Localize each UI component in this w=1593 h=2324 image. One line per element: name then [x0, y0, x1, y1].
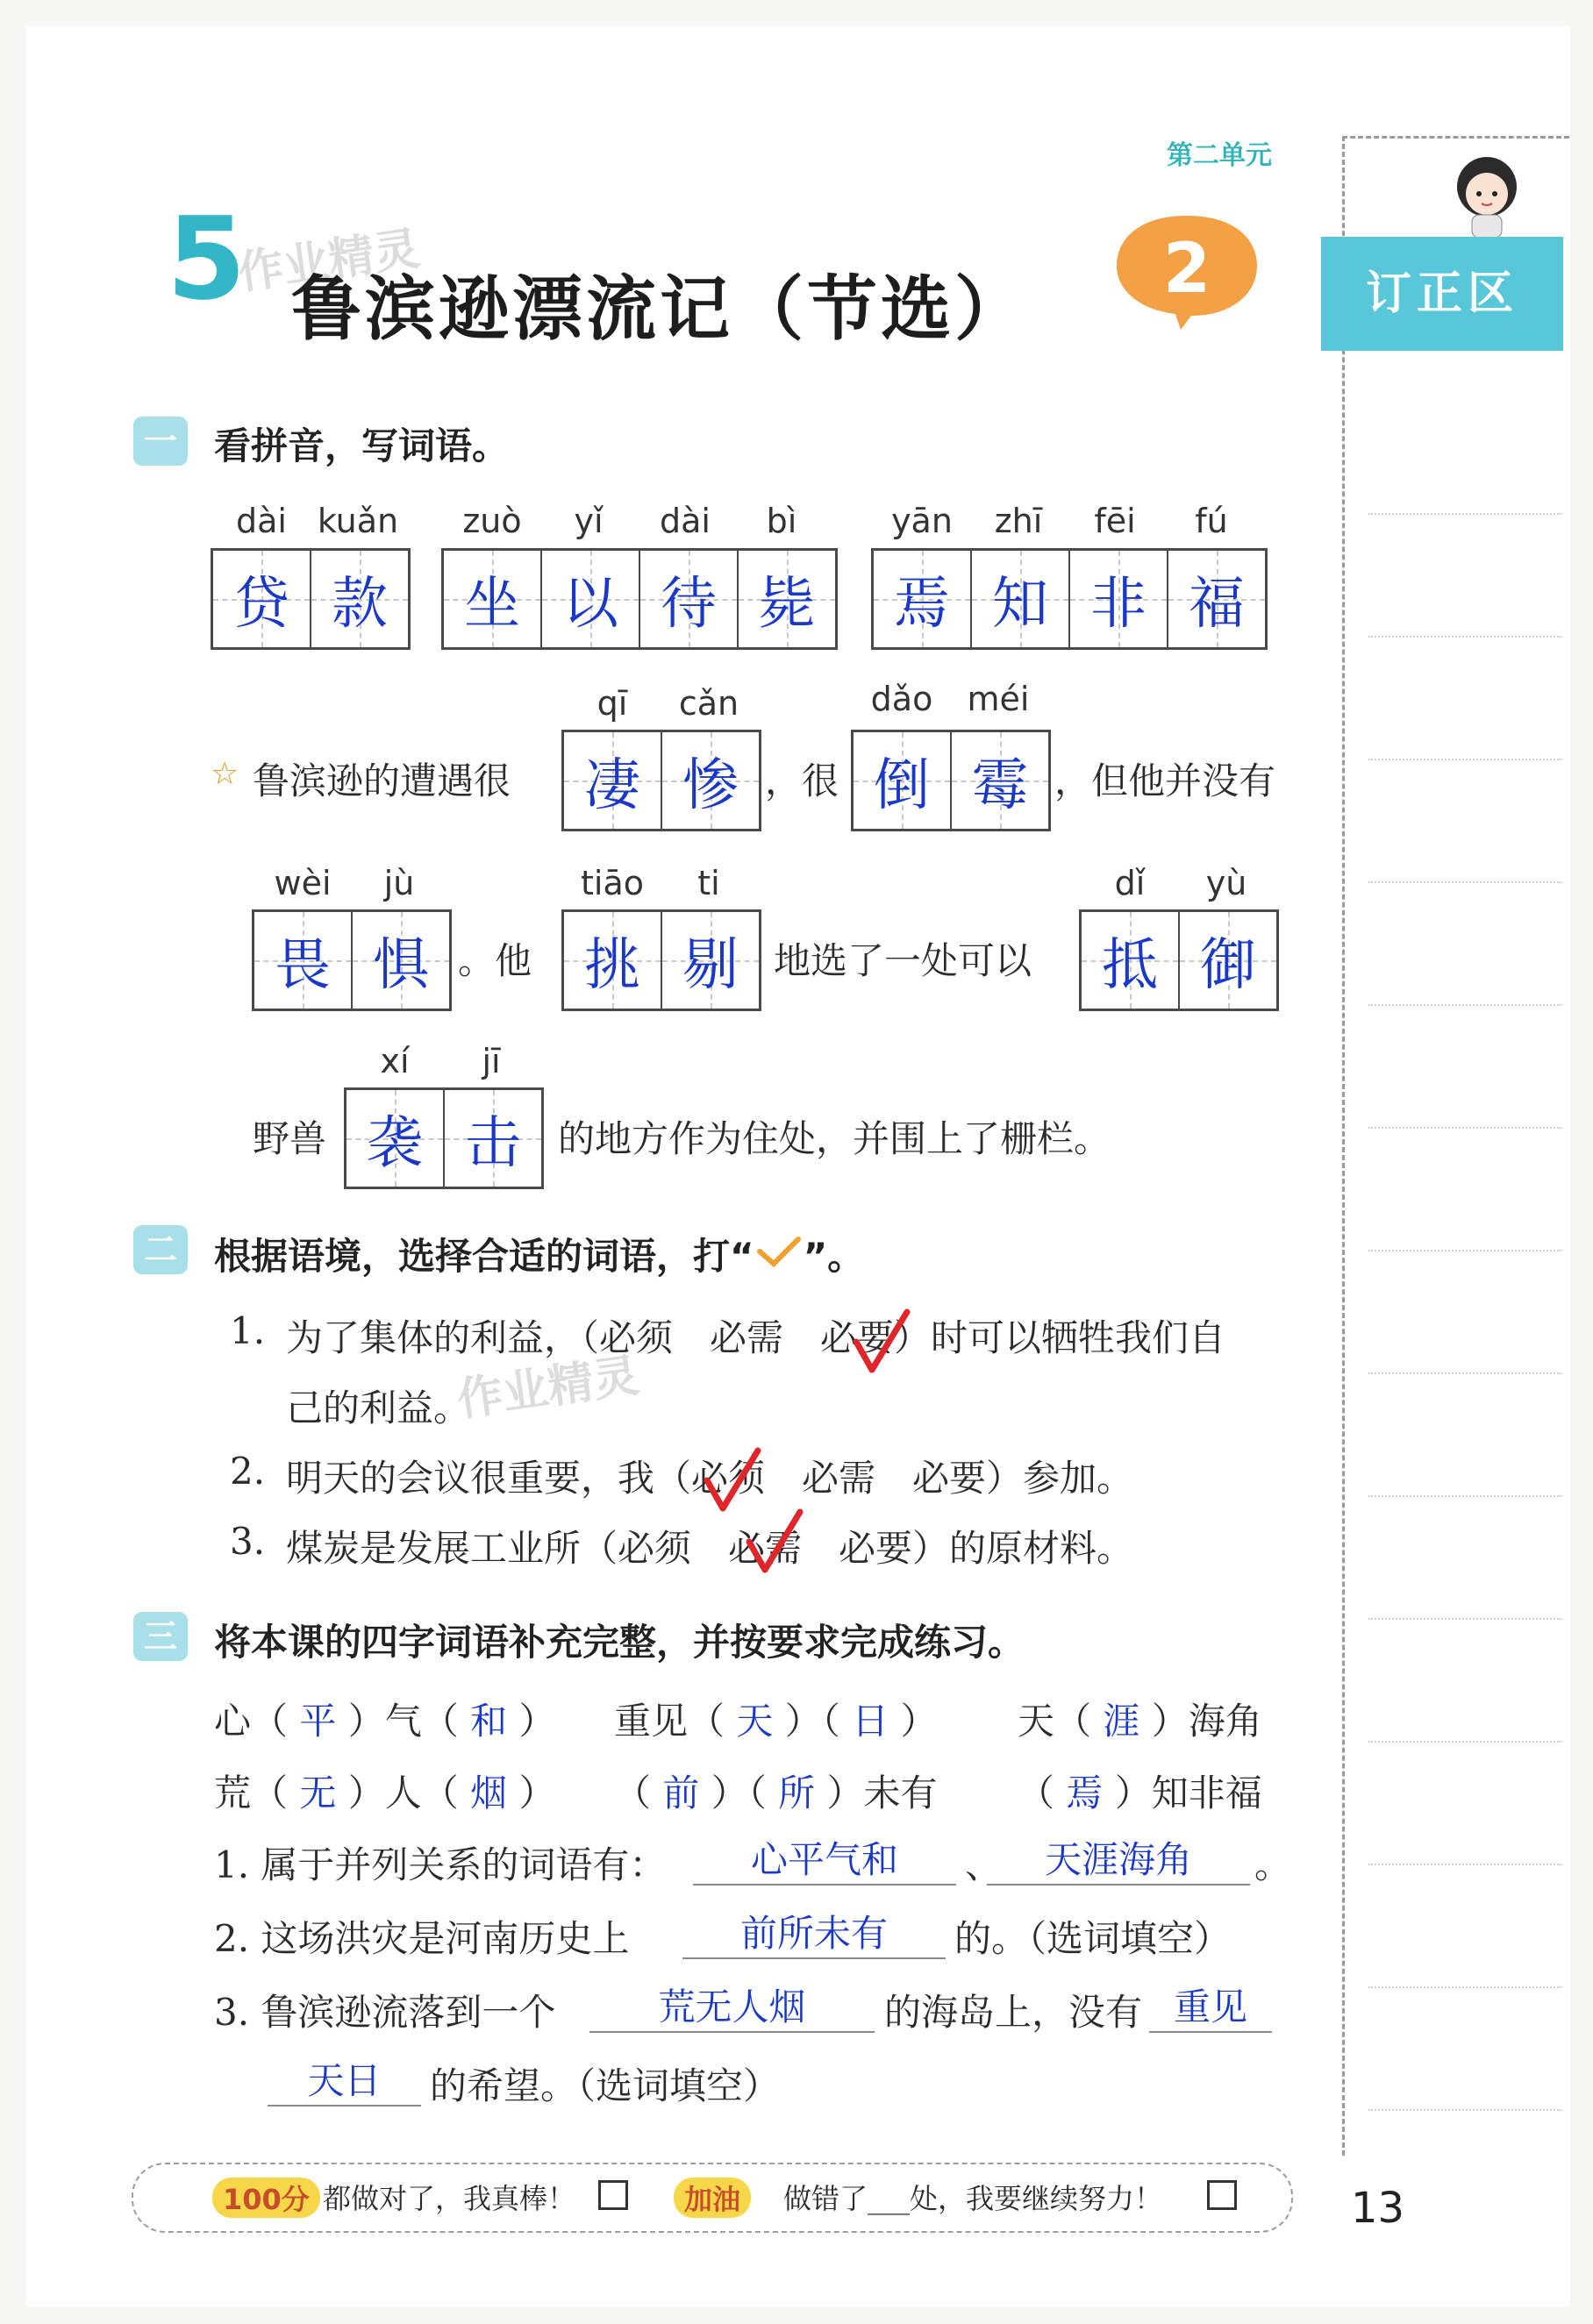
char-cell: 非: [1068, 551, 1167, 647]
section-badge: 二: [133, 1225, 188, 1274]
item-number: 3.: [230, 1520, 266, 1563]
pinyin: wèi: [274, 864, 332, 902]
item-text: 煤炭是发展工业所（必须 必需 必要）的原材料。: [286, 1527, 1134, 1570]
pinyin: dài: [236, 502, 287, 540]
checkmark-icon: [754, 1234, 804, 1269]
pinyin: dài: [660, 502, 711, 540]
correction-line: [1368, 1372, 1561, 1374]
word-box: [561, 909, 761, 1011]
correction-line: [1368, 1004, 1561, 1006]
pinyin: yǐ: [574, 502, 604, 540]
char-cell: 惨: [661, 732, 759, 829]
red-checkmark-icon: [851, 1307, 912, 1377]
question-text: 、: [965, 1843, 1003, 1886]
char-cell: 倒: [854, 732, 950, 829]
pinyin: qī: [596, 684, 628, 723]
char-cell: 以: [540, 551, 639, 647]
lesson-title: 鲁滨逊漂流记（节选）: [291, 268, 1028, 350]
item-text: 明天的会议很重要，我（必须 必需 必要）参加。: [286, 1457, 1134, 1500]
correction-area: [1342, 136, 1569, 2156]
char-cell: 待: [639, 551, 737, 647]
pinyin: jī: [482, 1042, 501, 1080]
correction-line: [1368, 1250, 1561, 1251]
full-score-badge: 100分: [212, 2178, 320, 2218]
word-box: [561, 730, 761, 831]
item-text: 己的利益。: [286, 1387, 471, 1429]
idiom: 荒（ 无 ）人（ 烟 ）: [214, 1772, 556, 1814]
red-checkmark-icon: [744, 1507, 805, 1577]
section-title: 将本课的四字词语补充完整，并按要求完成练习。: [214, 1621, 1025, 1664]
lesson-badge-number: 2: [1162, 230, 1211, 309]
answer-blank: 重见: [1149, 1978, 1272, 2033]
correction-line: [1368, 2109, 1561, 2111]
checkbox-all-correct[interactable]: [598, 2180, 628, 2210]
idiom: 重见（ 天 ）（ 日 ）: [614, 1700, 938, 1743]
pinyin: kuǎn: [317, 502, 399, 540]
pinyin: tiāo: [581, 864, 644, 902]
sentence-text: ，但他并没有: [1054, 759, 1276, 802]
correction-line: [1368, 1986, 1561, 1988]
item-number: 1.: [230, 1309, 266, 1352]
word-box: [344, 1087, 544, 1189]
pinyin: ti: [697, 864, 720, 902]
correction-line: [1368, 1495, 1561, 1497]
char-cell: 凄: [564, 732, 661, 829]
pinyin: jù: [383, 864, 415, 902]
section-title: 看拼音，写词语。: [214, 424, 510, 467]
answer-blank: 前所未有: [682, 1905, 946, 1959]
item-text: 为了集体的利益，（必须 必需 必要）时可以牺牲我们自: [286, 1316, 1226, 1359]
answer-blank: 心平气和: [693, 1831, 956, 1886]
footer-text: 都做对了，我真棒！: [323, 2182, 576, 2215]
correction-line: [1368, 1741, 1561, 1743]
char-cell: 贷: [213, 551, 310, 647]
idiom: 天（ 涯 ）海角: [1018, 1700, 1262, 1743]
watermark: 作业精灵: [234, 222, 423, 301]
char-cell: 击: [443, 1090, 541, 1187]
watermark: 作业精灵: [454, 1349, 642, 1428]
sentence-text: 。他: [458, 939, 532, 982]
word-box: [1079, 909, 1279, 1011]
sentence-text: 的地方作为住处，并围上了栅栏。: [558, 1117, 1111, 1160]
word-box: [441, 548, 838, 650]
idiom: （ 前 ）（ 所 ）未有: [614, 1772, 938, 1814]
sentence-text: 野兽: [253, 1117, 327, 1160]
question-text: 2. 这场洪灾是河南历史上: [214, 1917, 630, 1960]
pinyin: zhī: [994, 502, 1043, 540]
pinyin: fú: [1195, 502, 1228, 540]
correction-line: [1368, 759, 1561, 760]
idiom: （ 焉 ）知非福: [1018, 1772, 1262, 1814]
question-text: 3. 鲁滨逊流落到一个: [214, 1991, 556, 2034]
pinyin: yù: [1205, 864, 1247, 902]
question-text: 1. 属于并列关系的词语有：: [214, 1843, 667, 1886]
char-cell: 福: [1167, 551, 1265, 647]
question-text: 的。（选词填空）: [954, 1917, 1232, 1960]
correction-line: [1368, 513, 1561, 515]
correction-line: [1368, 881, 1561, 883]
lesson-number: 5: [167, 192, 246, 325]
section-title: 根据语境，选择合适的词语，打“ ”。: [214, 1235, 865, 1278]
char-cell: 惧: [351, 912, 449, 1009]
correction-tab: 订正区: [1321, 237, 1563, 351]
question-text: 。: [1254, 1843, 1292, 1886]
keep-going-badge: 加油: [674, 2178, 751, 2218]
section-badge: 三: [133, 1612, 188, 1661]
word-box: [252, 909, 452, 1011]
answer-blank: 天涯海角: [987, 1831, 1250, 1886]
char-cell: 霉: [950, 732, 1048, 829]
footer-text: 做错了___处，我要继续努力！: [783, 2182, 1163, 2215]
char-cell: 毙: [737, 551, 835, 647]
pinyin: xí: [380, 1042, 410, 1080]
sentence-text: 地选了一处可以: [774, 939, 1032, 982]
section-badge: 一: [133, 417, 188, 466]
char-cell: 剔: [661, 912, 759, 1009]
char-cell: 袭: [346, 1090, 443, 1187]
char-cell: 坐: [444, 551, 540, 647]
correction-line: [1368, 1127, 1561, 1129]
word-box: [871, 548, 1268, 650]
star-icon: ☆: [211, 756, 239, 792]
char-cell: 知: [970, 551, 1068, 647]
pinyin: cǎn: [678, 684, 739, 723]
pinyin: zuò: [462, 502, 522, 540]
pinyin: fēi: [1094, 502, 1136, 540]
pinyin: dǐ: [1114, 864, 1146, 902]
correction-line: [1368, 1864, 1561, 1865]
pinyin: méi: [967, 680, 1030, 718]
idiom: 心（ 平 ）气（ 和 ）: [214, 1700, 556, 1743]
correction-line: [1368, 1618, 1561, 1620]
char-cell: 款: [310, 551, 408, 647]
word-box: [211, 548, 411, 650]
char-cell: 焉: [874, 551, 970, 647]
pinyin: yān: [891, 502, 953, 540]
answer-blank: 荒无人烟: [589, 1978, 875, 2033]
pinyin: dǎo: [870, 680, 933, 718]
girl-mascot-icon: [1439, 145, 1535, 241]
char-cell: 畏: [254, 912, 351, 1009]
char-cell: 抵: [1082, 912, 1178, 1009]
red-checkmark-icon: [702, 1445, 763, 1515]
sentence-text: ，很: [765, 759, 839, 802]
speech-bubble-icon: [1112, 209, 1261, 331]
correction-line: [1368, 636, 1561, 638]
answer-blank: 天日: [268, 2052, 421, 2107]
char-cell: 挑: [564, 912, 661, 1009]
question-text: 的海岛上，没有: [884, 1991, 1143, 2034]
question-text: 的希望。（选词填空）: [430, 2064, 781, 2107]
word-box: [851, 730, 1051, 831]
sentence-text: 鲁滨逊的遭遇很: [253, 759, 511, 802]
workbook-page: [26, 26, 1570, 2306]
char-cell: 御: [1178, 912, 1276, 1009]
pinyin: bì: [766, 502, 797, 540]
checkbox-mistakes[interactable]: [1207, 2180, 1237, 2210]
page-number: 13: [1351, 2184, 1405, 2233]
unit-label: 第二单元: [1167, 140, 1272, 171]
item-number: 2.: [230, 1450, 266, 1493]
